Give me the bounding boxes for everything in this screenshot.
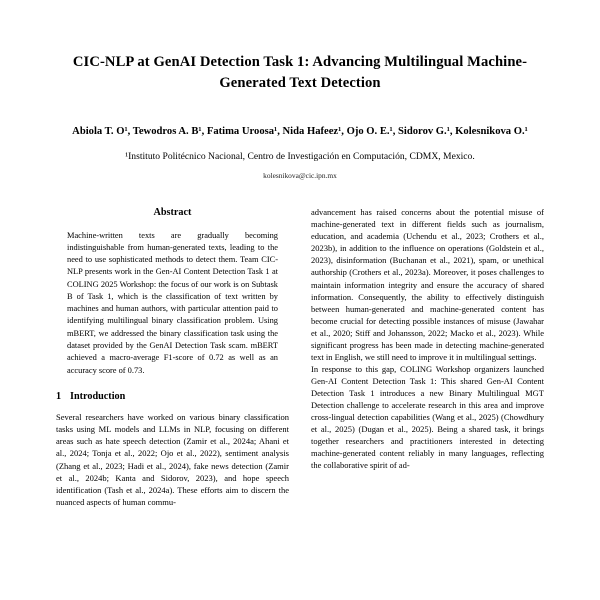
contact-email: kolesnikova@cic.ipn.mx [263,171,337,181]
section-number: 1 [56,390,62,402]
right-column [311,206,544,508]
abstract-text: Machine-written texts are gradually becoming indistinguishable from human-generated texts, leading to the need to use sophisticated methods to detect them. Team CIC-NLP presents work in the Gen-AI Content Detection Task 1 at COLING 2025 Workshop: the focus of our work is on Subtask B of Task 1, which is the classification of text written by machines and human authors, with particular attention paid to identifying multilingual binary classification problem. Using mBERT, we addressed the binary classification task using the dataset provided by the GenAI Detection Task scam. mBERT achieved a macro-average F1-score of 0.72 as well as an accuracy score of 0.73. [67,230,278,375]
section-title: Introduction [70,390,126,402]
affiliation: ¹Instituto Politécnico Nacional, Centro de Investigación en Computación, CDMX, Mexico. [125,150,475,162]
author-list: Abiola T. O¹, Tewodros A. B¹, Fatima Uroosa¹, Nida Hafeez¹, Ojo O. E.¹, Sidorov G.¹, Kolesnikova O.¹ [72,126,528,138]
section-heading-introduction [56,390,289,404]
abstract-heading: Abstract [153,207,192,219]
left-column [56,206,289,508]
right-paragraph-2: In response to this gap, COLING Workshop organizers launched Gen-AI Content Detection Task 1: This shared Gen-AI Content Detection Task 1 introduces a new Binary Multilingual MGT Detection challenge to accelerate research in this area and improve cross-lingual detection capabilities (Wang et al., 2025) (Chowdhury et al., 2025) (Dugan et al., 2025). Being a shared task, it brings together researchers and practitioners interested in detecting machine-generated content reliably in many languages, reflecting the collaborative spirit of ad- [311,363,544,471]
right-paragraph-1: advancement has raised concerns about the potential misuse of machine-generated text in different fields such as journalism, education, and academia (Uchendu et al., 2023; Crothers et al., 2023b), in addition to the influence on operations (Goldstein et al., 2023), disinformation (Buchanan et al., 2021), spam, or unethical authorship (Crothers et al., 2023a). Moreover, it poses challenges to maintain information integrity and ensure the accuracy of shared information. Consequently, the ability to effectively distinguish between human-generated and machine-generated content has become crucial for detecting possible instances of misuse (Jawahar et al., 2020; Stiff and Johansson, 2022; Macko et al., 2023). While significant progress has been made in detecting machine-generated text in English, we still need to improve it in multilingual settings. [311,207,544,362]
page-title: CIC-NLP at GenAI Detection Task 1: Advancing Multilingual Machine-Generated Text Detection [72,54,528,92]
body-columns [56,206,544,508]
intro-paragraph-1: Several researchers have worked on various binary classification tasks using ML models and LLMs in NLP, focusing on different areas such as hate speech detection (Zamir et al., 2024a; Ahani et al., 2024; Tonja et al., 2022; Ojo et al., 2022), sentiment analysis (Zhang et al., 2023; Hadi et al., 2024), fake news detection (Zamir et al., 2024b; Kanta and Sidorov, 2023), and hope speech identification (Tash et al., 2024a). These efforts aim to discern the nuanced aspects of human commu- [56,412,289,507]
